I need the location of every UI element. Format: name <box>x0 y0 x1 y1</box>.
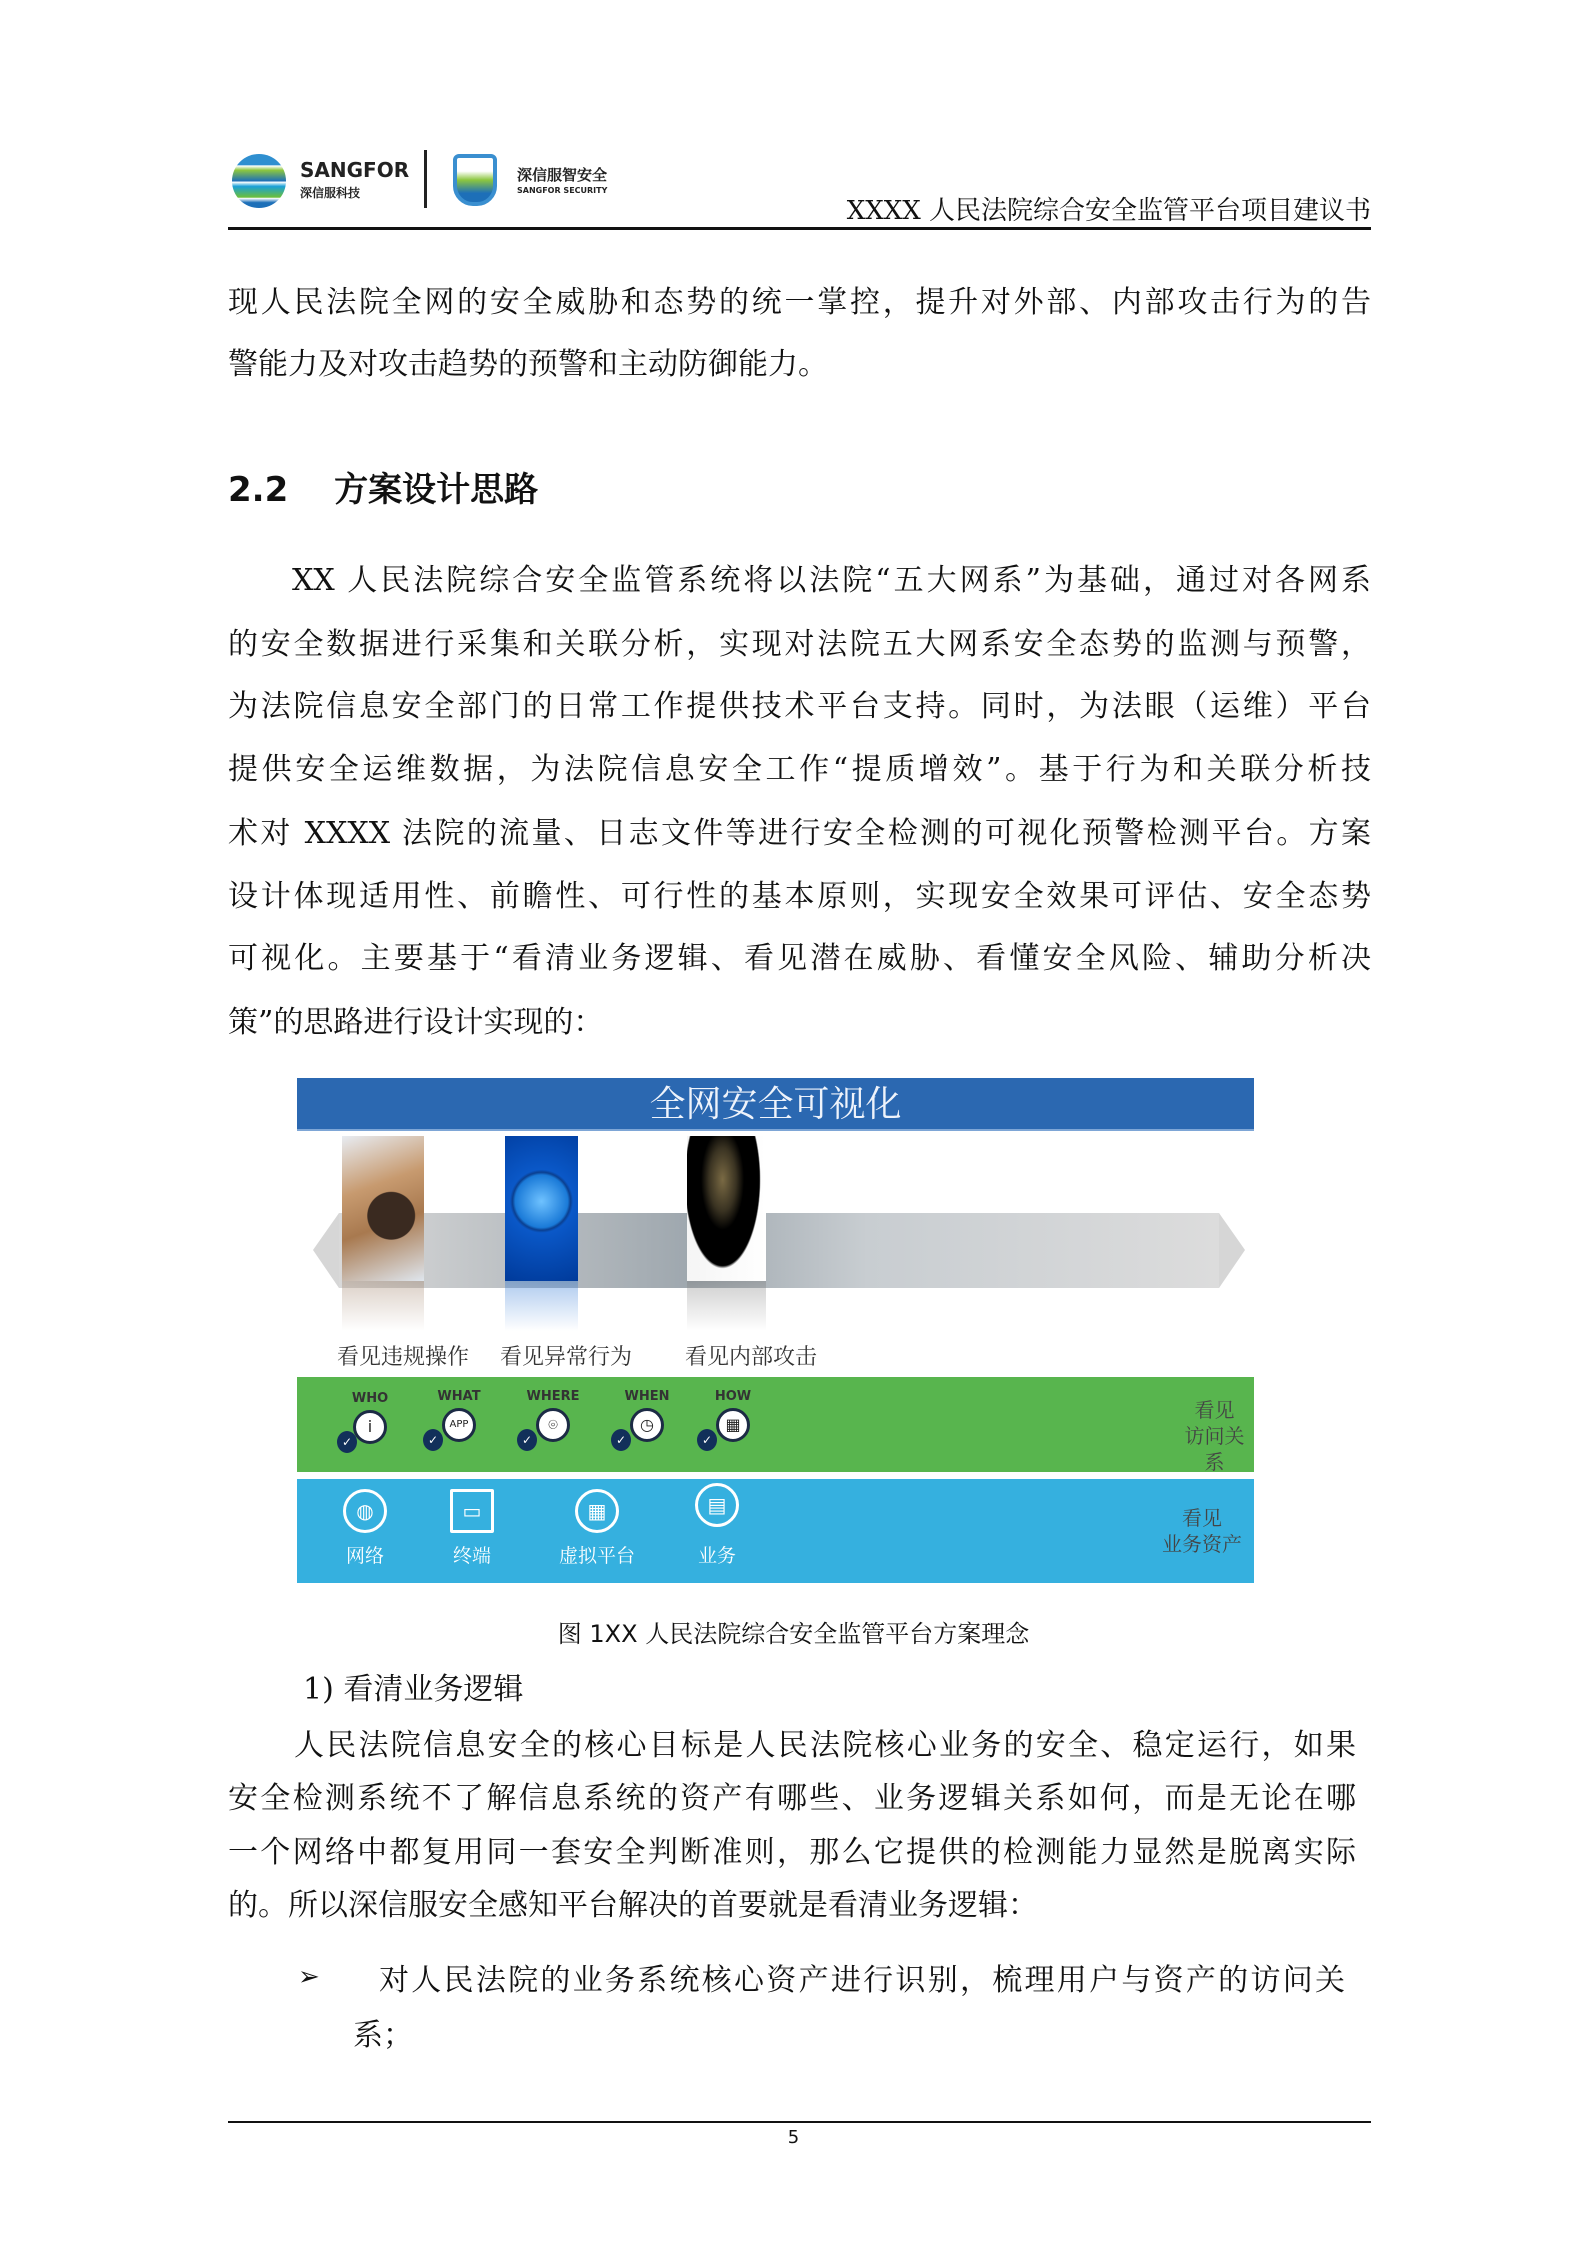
side-line: 看见 <box>1182 1506 1222 1530</box>
footer-rule <box>228 2121 1371 2123</box>
side-line: 看见 <box>1194 1398 1235 1422</box>
check-icon: ✓ <box>337 1431 357 1453</box>
virtual-platform-label: 虚拟平台 <box>558 1545 635 1567</box>
how-item <box>701 1389 761 1447</box>
where-label: WHERE <box>526 1389 580 1404</box>
bullet-line: 对人民法院的业务系统核心资产进行识别，梳理用户与资产的访问关 <box>379 1963 1345 1998</box>
globe-icon: ◍ <box>343 1489 387 1533</box>
when-label: WHEN <box>624 1389 670 1404</box>
para3-line: 人民法院信息安全的核心目标是人民法院核心业务的安全、稳定运行，如果 <box>294 1728 1356 1763</box>
para2-line: 设计体现适用性、前瞻性、可行性的基本原则，实现安全效果可评估、安全态势 <box>228 879 1371 914</box>
panel-label: 看见异常行为 <box>500 1345 633 1370</box>
bullet-line: 系； <box>353 2018 413 2053</box>
terminal-label: 终端 <box>452 1545 491 1567</box>
shield-icon <box>453 154 497 206</box>
section-title: 方案设计思路 <box>334 470 539 510</box>
how-label: HOW <box>714 1389 752 1404</box>
assets-side-label <box>1152 1505 1252 1557</box>
arrow-band <box>339 1213 1219 1288</box>
figure-title: 全网安全可视化 <box>297 1078 1254 1131</box>
bullet-arrow-icon: ➢ <box>298 1962 320 1992</box>
muzzled-dog-image <box>342 1136 424 1281</box>
who-item <box>341 1391 395 1449</box>
left-chevron-shape <box>313 1213 339 1288</box>
muzzled-dog-reflection <box>342 1281 424 1331</box>
clock-icon: ◷ <box>630 1408 664 1442</box>
para1-line: 警能力及对攻击趋势的预警和主动防御能力。 <box>228 347 828 382</box>
location-pin-icon: ⌾ <box>536 1408 570 1442</box>
section-heading <box>228 462 538 511</box>
check-icon: ✓ <box>423 1429 443 1451</box>
what-item <box>427 1389 487 1447</box>
right-chevron-shape <box>1219 1213 1245 1288</box>
page-number: 5 <box>787 2127 800 2148</box>
security-sub: SANGFOR SECURITY <box>517 186 608 195</box>
who-label: WHO <box>351 1391 389 1406</box>
para3-line: 安全检测系统不了解信息系统的资产有哪些、业务逻辑关系如何，而是无论在哪 <box>228 1781 1356 1816</box>
what-label: WHAT <box>437 1389 481 1404</box>
para2-line: XX 人民法院综合安全监管系统将以法院“五大网系”为基础，通过对各网系 <box>292 563 1371 598</box>
para1-line: 现人民法院全网的安全威胁和态势的统一掌控，提升对外部、内部攻击行为的告 <box>228 285 1371 320</box>
when-item <box>615 1389 675 1447</box>
where-item <box>521 1389 581 1447</box>
sangfor-brand: SANGFOR <box>300 158 410 182</box>
side-line: 访问关系 <box>1184 1424 1245 1474</box>
para2-line: 的安全数据进行采集和关联分析，实现对法院五大网系安全态势的监测与预警， <box>228 627 1371 662</box>
magnifier-network-reflection <box>505 1281 578 1331</box>
concept-figure <box>297 1078 1254 1588</box>
logo-divider <box>424 150 427 208</box>
gear-head-reflection <box>687 1281 766 1331</box>
sangfor-globe-icon <box>232 154 286 208</box>
panel-label: 看见内部攻击 <box>685 1345 818 1370</box>
figure-caption: 图 1XX 人民法院综合安全监管平台方案理念 <box>557 1620 1030 1648</box>
terminal-item <box>442 1489 502 1568</box>
business-assets-band <box>297 1479 1254 1583</box>
header-rule <box>228 227 1371 230</box>
check-icon: ✓ <box>611 1429 631 1451</box>
para2-line: 术对 XXXX 法院的流量、日志文件等进行安全检测的可视化预警检测平台。方案 <box>228 816 1371 851</box>
panel-label: 看见违规操作 <box>337 1345 470 1370</box>
virtual-platform-item <box>547 1489 647 1568</box>
check-icon: ✓ <box>697 1429 717 1451</box>
gear-head-image <box>687 1136 766 1281</box>
person-icon: i <box>353 1410 387 1444</box>
para2-line: 为法院信息安全部门的日常工作提供技术平台支持。同时，为法眼（运维）平台 <box>228 689 1371 724</box>
app-icon: APP <box>442 1408 476 1442</box>
business-item <box>687 1483 747 1568</box>
laptop-icon: ▭ <box>450 1489 494 1533</box>
para3-line: 一个网络中都复用同一套安全判断准则，那么它提供的检测能力显然是脱离实际 <box>228 1835 1356 1870</box>
side-line: 业务资产 <box>1162 1532 1242 1556</box>
sangfor-sub: 深信服科技 <box>300 186 361 200</box>
security-brand: 深信服智安全 <box>517 166 608 184</box>
document-title: XXXX 人民法院综合安全监管平台项目建议书 <box>846 196 1371 226</box>
tablet-icon: ▦ <box>716 1408 750 1442</box>
para2-line: 策”的思路进行设计实现的： <box>228 1005 604 1040</box>
access-side-label <box>1177 1397 1252 1475</box>
check-icon: ✓ <box>517 1429 537 1451</box>
subheading: 1) 看清业务逻辑 <box>303 1672 524 1707</box>
server-grid-icon: ▦ <box>575 1489 619 1533</box>
para2-line: 提供安全运维数据，为法院信息安全工作“提质增效”。基于行为和关联分析技 <box>228 752 1371 787</box>
para2-line: 可视化。主要基于“看清业务逻辑、看见潜在威胁、看懂安全风险、辅助分析决 <box>228 941 1371 976</box>
sangfor-logo <box>232 152 412 210</box>
magnifier-network-image <box>505 1136 578 1281</box>
access-relations-band <box>297 1377 1254 1472</box>
section-number: 2.2 <box>228 470 289 510</box>
tablet-icon: ▤ <box>695 1483 739 1527</box>
network-item <box>335 1489 395 1568</box>
network-label: 网络 <box>345 1545 384 1567</box>
business-label: 业务 <box>697 1545 736 1567</box>
para3-line: 的。所以深信服安全感知平台解决的首要就是看清业务逻辑： <box>228 1888 1038 1923</box>
sangfor-security-logo <box>453 152 623 210</box>
